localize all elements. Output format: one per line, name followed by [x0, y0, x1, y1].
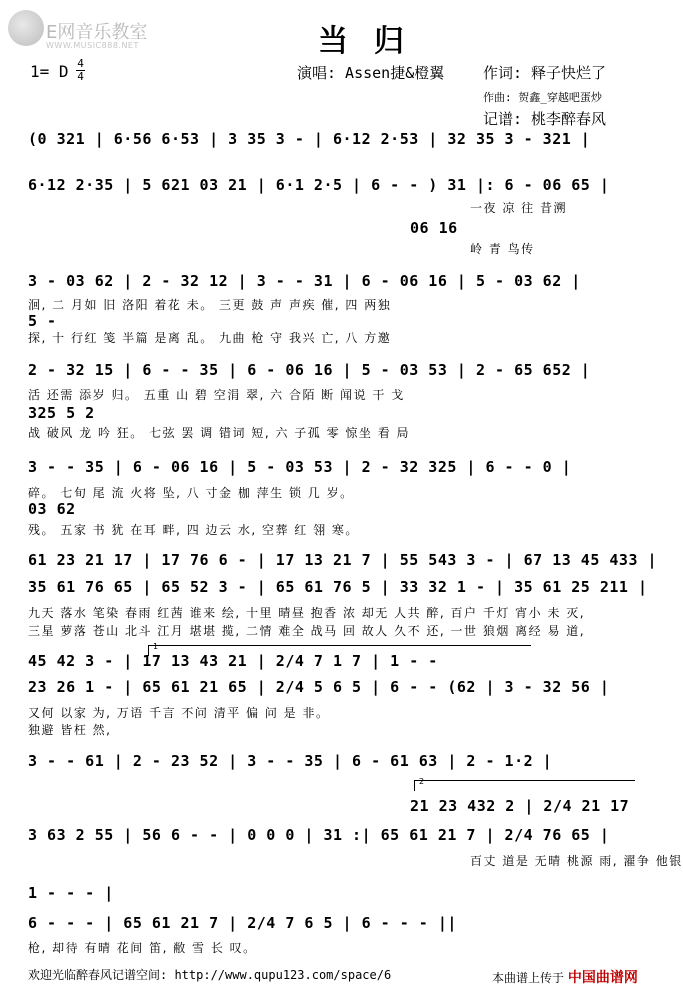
lyric-line: 洄, 二 月如 旧 洛阳 着花 未。 三更 鼓 声 声疾 催, 四 两独	[28, 298, 392, 312]
lyric-line: 战 破风 龙 吟 狂。 七弦 罢 调 错词 短, 六 子孤 零 惊坐 看 局	[28, 426, 411, 440]
time-signature	[76, 58, 85, 82]
notation-line: 3 - - 35 | 6 - 06 16 | 5 - 03 53 | 2 - 32 325 | 6 - - 0 |	[28, 458, 572, 476]
notation-line: 3 - - 61 | 2 - 23 52 | 3 - - 35 | 6 - 61 63 | 2 - 1·2 |	[28, 752, 553, 770]
song-title: 当归	[318, 24, 430, 59]
lyric-line: 残。 五家 书 犹 在耳 畔, 四 边云 水, 空葬 红 翎 寒。	[28, 523, 359, 537]
meter-bottom: 4	[77, 70, 84, 83]
lyric-line: 碎。 七旬 尾 流 火将 坠, 八 寸金 枷 萍生 锁 几 岁。	[28, 486, 354, 500]
second-ending-bracket: 2	[414, 780, 635, 791]
first-ending-bracket: 1	[148, 645, 531, 656]
footer-upload-label: 本曲谱上传于	[492, 971, 565, 985]
lyric-line: 又何 以家 为, 万语 千言 不问 清平 偏 问 是 非。	[28, 706, 330, 720]
meter-top: 4	[77, 57, 84, 70]
lyric-line: 百丈 道是 无晴 桃源 雨, 濯争 他银	[470, 854, 683, 868]
notation-line: (0 321 | 6·56 6·53 | 3 35 3 - | 6·12 2·53 | 32 35 3 - 321 |	[28, 130, 591, 148]
lyric-line: 独避 皆枉 然,	[28, 723, 112, 737]
notation-line: 6·12 2·35 | 5 621 03 21 | 6·1 2·5 | 6 - - ) 31 |: 6 - 06 65 |	[28, 176, 610, 194]
lyric-line: 探, 十 行红 笺 半篇 是离 乱。 九曲 枪 守 我兴 亡, 八 方邀	[28, 331, 392, 345]
notation-line: 35 61 76 65 | 65 52 3 - | 65 61 76 5 | 33 32 1 - | 35 61 25 211 |	[28, 578, 648, 596]
notation-line: 23 26 1 - | 65 61 21 65 | 2/4 5 6 5 | 6 - - (62 | 3 - 32 56 |	[28, 678, 610, 696]
footer-upload-note	[492, 967, 638, 987]
watermark-brand: E网音乐教室	[46, 22, 148, 43]
transcriber-credit: 记谱: 桃李醉春风	[483, 110, 607, 128]
footer-site-brand[interactable]: 中国曲谱网	[567, 970, 638, 986]
footer-link-text[interactable]: 欢迎光临醉春风记谱空间: http://www.qupu123.com/space/6	[28, 968, 392, 982]
notation-line: 21 23 432 2 | 2/4 21 17	[410, 797, 630, 815]
notation-line: 1 - - - |	[28, 884, 114, 902]
singer-credit: 演唱: Assen捷&橙翼	[297, 64, 445, 82]
lyric-line: 岭 青 鸟传	[470, 242, 535, 256]
notation-line: 325 5 2	[28, 404, 95, 422]
notation-line: 45 42 3 - | 17 13 43 21 | 2/4 7 1 7 | 1 - -	[28, 652, 438, 670]
lyric-line: 活 还需 添岁 归。 五重 山 碧 空涓 翠, 六 合陌 断 闻说 干 戈	[28, 388, 405, 402]
notation-line: 3 63 2 55 | 56 6 - - | 0 0 0 | 31 :| 65 61 21 7 | 2/4 76 65 |	[28, 826, 610, 844]
notation-line: 3 - 03 62 | 2 - 32 12 | 3 - - 31 | 6 - 06 16 | 5 - 03 62 |	[28, 272, 581, 290]
notation-line: 2 - 32 15 | 6 - - 35 | 6 - 06 16 | 5 - 03 53 | 2 - 65 652 |	[28, 361, 591, 379]
lyric-line: 枪, 却待 有晴 花间 笛, 敝 雪 长 叹。	[28, 941, 257, 955]
notation-line: 5 -	[28, 312, 57, 330]
notation-line: 03 62	[28, 500, 76, 518]
notation-line: 06 16	[410, 219, 458, 237]
lyric-line: 九天 落水 笔染 春雨 红茜 谁来 绘, 十里 晴昼 抱香 浓 却无 人共 醉, 百户 千灯 宵小 未 灭,	[28, 606, 586, 620]
lyric-line: 一夜 凉 往 昔溯	[470, 201, 567, 215]
watermark-logo	[6, 8, 171, 54]
composer-credit: 作曲: 贺鑫_穿越吧蛋炒	[483, 91, 602, 104]
key-signature: 1= D	[30, 62, 69, 81]
lyric-line: 三星 萝落 苍山 北斗 江月 堪堪 揽, 二情 难全 战马 回 故人 久不 还, 一世 狼烟 离经 易 道,	[28, 624, 586, 638]
watermark-site: WWW.MUSIC888.NET	[46, 41, 139, 50]
notation-line: 6 - - - | 65 61 21 7 | 2/4 7 6 5 | 6 - - - ||	[28, 914, 457, 932]
music-logo-icon	[8, 10, 44, 46]
lyricist-credit: 作词: 释子快烂了	[483, 64, 607, 82]
notation-line: 61 23 21 17 | 17 76 6 - | 17 13 21 7 | 55 543 3 - | 67 13 45 433 |	[28, 551, 658, 569]
